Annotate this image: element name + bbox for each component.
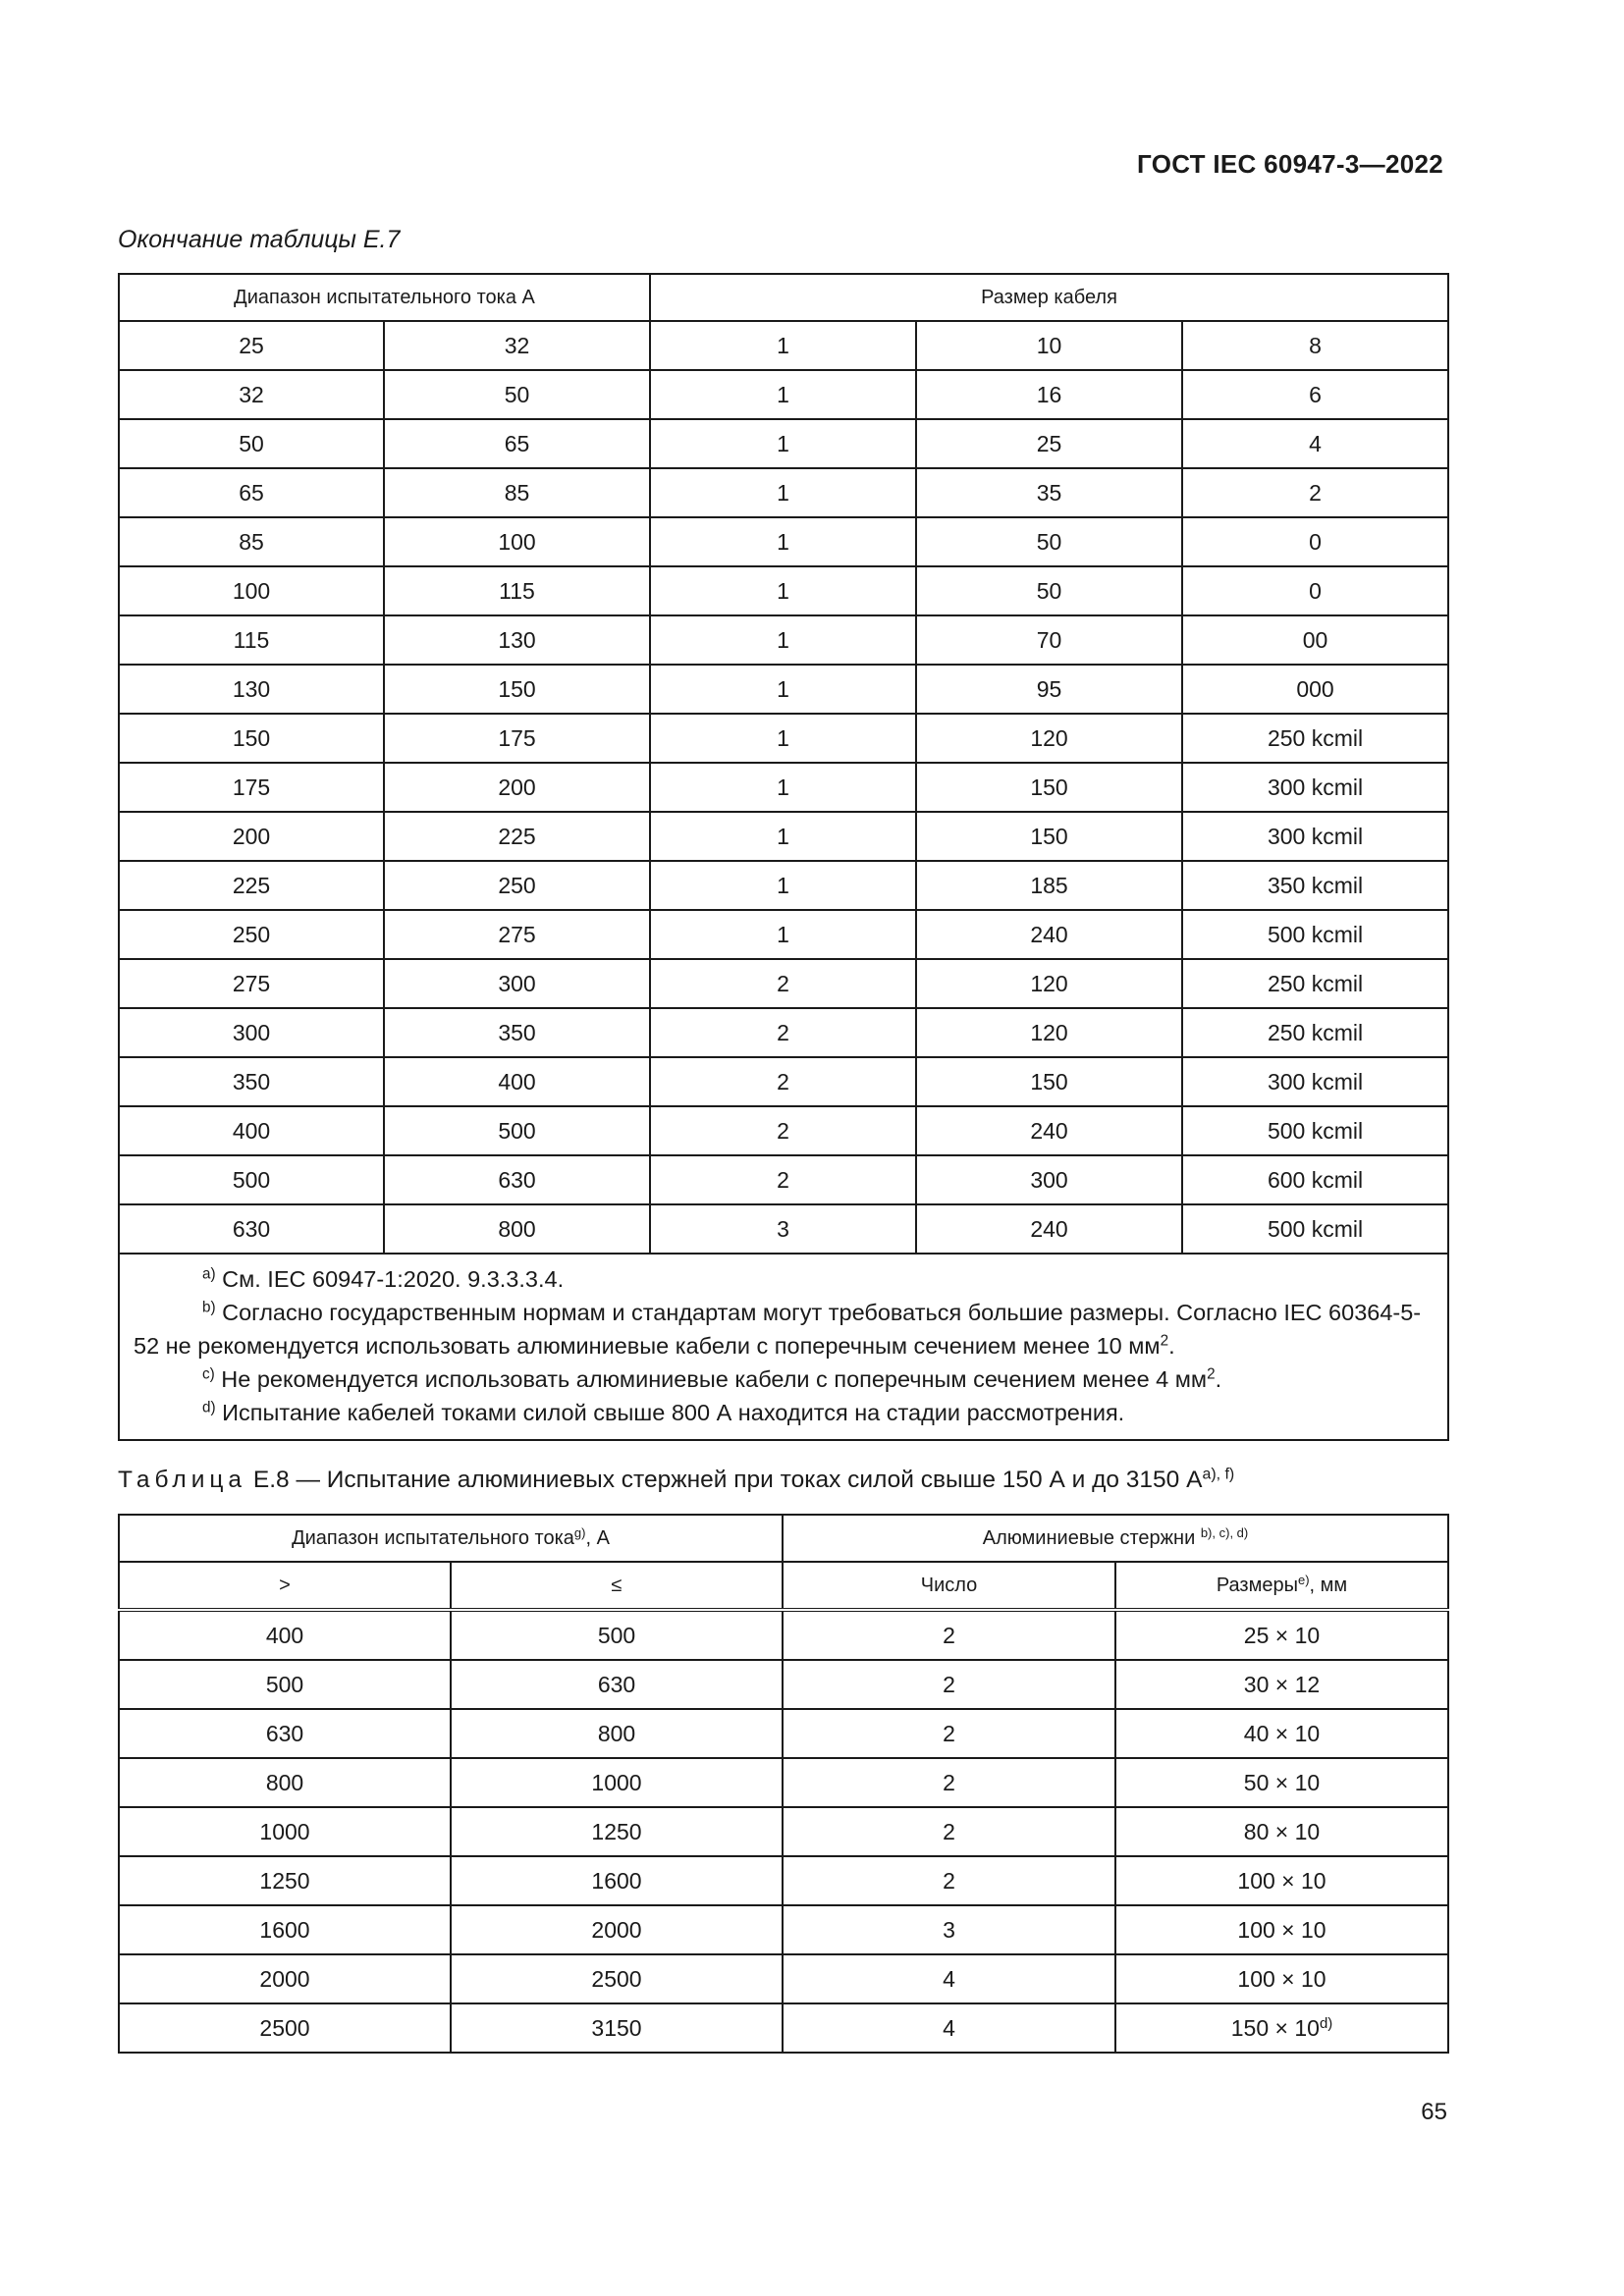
table-cell: 1 xyxy=(650,419,916,468)
table-cell: 50 xyxy=(916,566,1182,615)
footnote xyxy=(134,1362,1434,1396)
table-cell xyxy=(451,1660,783,1709)
cell-value: 25 × 10 xyxy=(1243,1622,1321,1648)
cell-superscript: d) xyxy=(1319,2014,1333,2032)
table-cell: 275 xyxy=(384,910,650,959)
table-cell: 1 xyxy=(650,370,916,419)
cell-value: 100 × 10 xyxy=(1237,1867,1326,1894)
table-cell: 300 kcmil xyxy=(1182,763,1448,812)
table-cell: 630 xyxy=(384,1155,650,1204)
table-cell: 4 xyxy=(1182,419,1448,468)
table-cell: 175 xyxy=(119,763,384,812)
table-cell: 500 kcmil xyxy=(1182,910,1448,959)
table-e8-header-range-tail: , А xyxy=(585,1526,610,1549)
footnote-tail: . xyxy=(1215,1366,1222,1392)
cell-value: 1000 xyxy=(591,1769,642,1795)
table-e8-header-range-sup: g) xyxy=(573,1524,586,1540)
table-cell xyxy=(1115,1758,1448,1807)
table-cell xyxy=(451,1807,783,1856)
table-row xyxy=(119,1008,1448,1057)
cell-value: 2 xyxy=(943,1769,955,1795)
cell-value: 1600 xyxy=(591,1867,642,1894)
table-cell: 1 xyxy=(650,468,916,517)
cell-value: 630 xyxy=(265,1720,304,1746)
table-cell: 600 kcmil xyxy=(1182,1155,1448,1204)
table-cell: 3 xyxy=(650,1204,916,1254)
table-cell: 95 xyxy=(916,665,1182,714)
table-cell xyxy=(1115,1610,1448,1660)
table-cell: 350 xyxy=(384,1008,650,1057)
footnote-superscript: 2 xyxy=(1207,1365,1216,1383)
table-cell: 50 xyxy=(916,517,1182,566)
cell-value: 80 × 10 xyxy=(1243,1818,1321,1844)
table-cell: 275 xyxy=(119,959,384,1008)
table-cell xyxy=(783,1954,1115,2003)
table-row xyxy=(119,615,1448,665)
table-cell: 175 xyxy=(384,714,650,763)
cell-value: 2000 xyxy=(259,1965,310,1992)
cell-value: 400 xyxy=(265,1622,304,1648)
table-e8-header-row xyxy=(119,1515,1448,1562)
table-e8-caption xyxy=(118,1467,1234,1494)
table-row xyxy=(119,2003,1448,2053)
cell-value: 630 xyxy=(597,1671,636,1697)
table-cell: 130 xyxy=(384,615,650,665)
footnote-mark: c) xyxy=(202,1365,215,1383)
table-cell: 2 xyxy=(1182,468,1448,517)
table-cell xyxy=(119,1856,451,1905)
table-cell: 000 xyxy=(1182,665,1448,714)
table-cell xyxy=(119,1660,451,1709)
table-cell xyxy=(451,1610,783,1660)
table-cell xyxy=(783,1660,1115,1709)
table-e7-header-cable-size: Размер кабеля xyxy=(650,274,1448,321)
cell-value: 2 xyxy=(943,1867,955,1894)
table-row xyxy=(119,419,1448,468)
table-cell: 185 xyxy=(916,861,1182,910)
table-row xyxy=(119,665,1448,714)
table-cell xyxy=(119,1954,451,2003)
cell-value: 3150 xyxy=(591,2014,642,2041)
table-row xyxy=(119,1057,1448,1106)
table-e7 xyxy=(118,273,1449,1441)
table-e8-subheader-le: ≤ xyxy=(451,1562,783,1610)
table-cell xyxy=(783,1610,1115,1660)
cell-value: 2500 xyxy=(259,2014,310,2041)
table-e8-caption-sup: a), f) xyxy=(1202,1466,1235,1483)
table-cell xyxy=(1115,1856,1448,1905)
table-cell: 1 xyxy=(650,910,916,959)
table-cell: 250 xyxy=(384,861,650,910)
table-cell: 0 xyxy=(1182,517,1448,566)
table-e8-header-bars xyxy=(783,1515,1448,1562)
table-e8-subheader-size-sup: e) xyxy=(1297,1572,1310,1587)
table-row xyxy=(119,321,1448,370)
table-cell: 200 xyxy=(119,812,384,861)
cell-value: 1600 xyxy=(259,1916,310,1943)
table-cell: 300 xyxy=(119,1008,384,1057)
table-cell: 240 xyxy=(916,1106,1182,1155)
table-e7-notes-row xyxy=(119,1254,1448,1440)
table-row xyxy=(119,1204,1448,1254)
table-cell xyxy=(119,1709,451,1758)
table-e8-header-range xyxy=(119,1515,783,1562)
table-cell: 65 xyxy=(384,419,650,468)
table-cell: 1 xyxy=(650,517,916,566)
table-row xyxy=(119,812,1448,861)
cell-value: 2500 xyxy=(591,1965,642,1992)
cell-value: 2 xyxy=(943,1622,955,1648)
table-cell xyxy=(451,1905,783,1954)
table-cell: 1 xyxy=(650,861,916,910)
table-cell: 120 xyxy=(916,714,1182,763)
table-cell: 120 xyxy=(916,1008,1182,1057)
table-cell: 115 xyxy=(119,615,384,665)
table-cell: 115 xyxy=(384,566,650,615)
table-cell: 500 xyxy=(119,1155,384,1204)
table-cell: 50 xyxy=(384,370,650,419)
footnote xyxy=(134,1262,1434,1296)
table-cell: 300 kcmil xyxy=(1182,1057,1448,1106)
table-cell: 6 xyxy=(1182,370,1448,419)
table-cell xyxy=(1115,1660,1448,1709)
table-cell: 250 kcmil xyxy=(1182,1008,1448,1057)
footnote-mark: a) xyxy=(202,1265,216,1283)
cell-value: 800 xyxy=(597,1720,636,1746)
table-cell: 2 xyxy=(650,1008,916,1057)
table-cell: 250 xyxy=(119,910,384,959)
table-e8-caption-prefix: Таблица xyxy=(118,1467,247,1493)
cell-value: 2000 xyxy=(591,1916,642,1943)
table-cell: 150 xyxy=(916,812,1182,861)
table-cell: 500 xyxy=(384,1106,650,1155)
table-cell: 1 xyxy=(650,665,916,714)
table-cell: 25 xyxy=(916,419,1182,468)
table-e7-footnotes xyxy=(119,1254,1448,1440)
table-e7-header-range: Диапазон испытательного тока А xyxy=(119,274,650,321)
table-cell: 85 xyxy=(384,468,650,517)
table-cell xyxy=(119,1610,451,1660)
table-cell xyxy=(1115,2003,1448,2053)
table-cell: 500 kcmil xyxy=(1182,1204,1448,1254)
table-row xyxy=(119,1610,1448,1660)
footnote-text: Согласно государственным нормам и стандартам могут требоваться большие размеры. Согласно IEC 60364-5-52 не рекомендуется использовать алюминиевые кабели с поперечным сечением менее 10 мм xyxy=(134,1300,1422,1359)
table-cell: 85 xyxy=(119,517,384,566)
table-cell: 400 xyxy=(119,1106,384,1155)
table-row xyxy=(119,1660,1448,1709)
cell-value: 3 xyxy=(943,1916,955,1943)
table-cell: 300 xyxy=(384,959,650,1008)
table-cell: 300 kcmil xyxy=(1182,812,1448,861)
table-row xyxy=(119,714,1448,763)
table-cell xyxy=(783,1709,1115,1758)
cell-value: 4 xyxy=(943,1965,955,1992)
footnote-tail: . xyxy=(1168,1333,1175,1359)
table-cell: 1 xyxy=(650,566,916,615)
table-cell xyxy=(783,1905,1115,1954)
table-cell: 35 xyxy=(916,468,1182,517)
table-row xyxy=(119,1155,1448,1204)
table-cell: 2 xyxy=(650,1155,916,1204)
cell-value: 500 xyxy=(597,1622,636,1648)
table-e8-subheader-count: Число xyxy=(783,1562,1115,1610)
table-cell: 2 xyxy=(650,959,916,1008)
table-cell xyxy=(451,1856,783,1905)
table-cell: 800 xyxy=(384,1204,650,1254)
table-row xyxy=(119,1856,1448,1905)
table-cell: 70 xyxy=(916,615,1182,665)
table-cell: 1 xyxy=(650,812,916,861)
table-e7-header-row xyxy=(119,274,1448,321)
footnote xyxy=(134,1296,1434,1362)
table-e8-subheader-size xyxy=(1115,1562,1448,1610)
cell-value: 1000 xyxy=(259,1818,310,1844)
table-cell xyxy=(451,1709,783,1758)
footnote-text: См. IEC 60947-1:2020. 9.3.3.3.4. xyxy=(215,1266,565,1292)
table-cell: 1 xyxy=(650,321,916,370)
table-e8 xyxy=(118,1514,1449,2054)
table-cell: 250 kcmil xyxy=(1182,714,1448,763)
footnote-mark: d) xyxy=(202,1399,216,1416)
table-row xyxy=(119,1709,1448,1758)
table-cell xyxy=(1115,1954,1448,2003)
table-cell: 100 xyxy=(384,517,650,566)
table-e7-continuation-label: Окончание таблицы Е.7 xyxy=(118,226,401,253)
table-cell: 500 kcmil xyxy=(1182,1106,1448,1155)
table-cell xyxy=(119,1807,451,1856)
table-cell xyxy=(783,2003,1115,2053)
table-cell: 00 xyxy=(1182,615,1448,665)
cell-value: 100 × 10 xyxy=(1237,1916,1326,1943)
page-number: 65 xyxy=(1421,2099,1447,2125)
table-e8-subheader-size-text: Размеры xyxy=(1216,1574,1298,1596)
table-row xyxy=(119,468,1448,517)
table-cell: 10 xyxy=(916,321,1182,370)
table-cell: 2 xyxy=(650,1057,916,1106)
table-cell xyxy=(451,1954,783,2003)
footnote xyxy=(134,1396,1434,1429)
table-e8-caption-text: Е.8 — Испытание алюминиевых стержней при токах силой свыше 150 А и до 3150 А xyxy=(246,1467,1203,1493)
table-cell: 32 xyxy=(384,321,650,370)
table-cell xyxy=(119,1758,451,1807)
table-row xyxy=(119,566,1448,615)
footnote-mark: b) xyxy=(202,1299,216,1316)
table-cell: 630 xyxy=(119,1204,384,1254)
table-cell: 350 xyxy=(119,1057,384,1106)
cell-value: 2 xyxy=(943,1720,955,1746)
table-e8-header-range-text: Диапазон испытательного тока xyxy=(292,1526,574,1549)
table-row xyxy=(119,1106,1448,1155)
table-cell: 65 xyxy=(119,468,384,517)
table-cell: 240 xyxy=(916,910,1182,959)
table-cell xyxy=(1115,1709,1448,1758)
cell-value: 1250 xyxy=(591,1818,642,1844)
table-row xyxy=(119,517,1448,566)
table-cell xyxy=(451,1758,783,1807)
table-cell: 130 xyxy=(119,665,384,714)
table-cell: 32 xyxy=(119,370,384,419)
table-e8-subheader-row xyxy=(119,1562,1448,1610)
cell-value: 100 × 10 xyxy=(1237,1965,1326,1992)
footnote-text: Не рекомендуется использовать алюминиевые кабели с поперечным сечением менее 4 мм xyxy=(214,1366,1208,1392)
cell-value: 40 × 10 xyxy=(1243,1720,1321,1746)
table-cell xyxy=(1115,1905,1448,1954)
table-row xyxy=(119,1807,1448,1856)
table-cell: 100 xyxy=(119,566,384,615)
table-cell: 1 xyxy=(650,615,916,665)
table-cell: 225 xyxy=(119,861,384,910)
table-cell: 240 xyxy=(916,1204,1182,1254)
table-cell: 150 xyxy=(384,665,650,714)
table-cell xyxy=(1115,1807,1448,1856)
table-cell: 350 kcmil xyxy=(1182,861,1448,910)
table-e8-subheader-size-tail: , мм xyxy=(1309,1574,1348,1596)
table-cell: 150 xyxy=(916,1057,1182,1106)
table-cell: 300 xyxy=(916,1155,1182,1204)
table-row xyxy=(119,370,1448,419)
table-row xyxy=(119,861,1448,910)
table-cell: 250 kcmil xyxy=(1182,959,1448,1008)
table-cell xyxy=(783,1807,1115,1856)
table-cell: 400 xyxy=(384,1057,650,1106)
table-cell: 200 xyxy=(384,763,650,812)
table-cell: 25 xyxy=(119,321,384,370)
cell-value: 50 × 10 xyxy=(1243,1769,1321,1795)
table-cell: 2 xyxy=(650,1106,916,1155)
table-cell: 16 xyxy=(916,370,1182,419)
table-cell xyxy=(451,2003,783,2053)
table-row xyxy=(119,1758,1448,1807)
table-e8-header-bars-text: Алюминиевые стержни xyxy=(982,1526,1201,1549)
cell-value: 2 xyxy=(943,1671,955,1697)
cell-value: 2 xyxy=(943,1818,955,1844)
table-cell: 50 xyxy=(119,419,384,468)
table-cell xyxy=(119,1905,451,1954)
cell-value: 150 × 10 xyxy=(1230,2014,1320,2041)
table-e8-subheader-gt: > xyxy=(119,1562,451,1610)
table-cell: 1 xyxy=(650,763,916,812)
table-row xyxy=(119,1905,1448,1954)
table-cell: 1 xyxy=(650,714,916,763)
cell-value: 1250 xyxy=(259,1867,310,1894)
table-row xyxy=(119,1954,1448,2003)
table-row xyxy=(119,763,1448,812)
table-cell: 150 xyxy=(916,763,1182,812)
table-cell: 225 xyxy=(384,812,650,861)
table-e8-header-bars-sup: b), c), d) xyxy=(1200,1524,1249,1540)
footnote-text: Испытание кабелей токами силой свыше 800 А находится на стадии рассмотрения. xyxy=(215,1400,1125,1425)
cell-value: 800 xyxy=(265,1769,304,1795)
footnote-superscript: 2 xyxy=(1160,1332,1169,1350)
cell-value: 30 × 12 xyxy=(1243,1671,1321,1697)
table-cell: 8 xyxy=(1182,321,1448,370)
table-cell xyxy=(783,1856,1115,1905)
cell-value: 4 xyxy=(943,2014,955,2041)
table-cell: 0 xyxy=(1182,566,1448,615)
table-cell: 120 xyxy=(916,959,1182,1008)
cell-value: 500 xyxy=(265,1671,304,1697)
table-cell xyxy=(119,2003,451,2053)
table-row xyxy=(119,959,1448,1008)
table-cell: 150 xyxy=(119,714,384,763)
table-row xyxy=(119,910,1448,959)
document-title: ГОСТ IEC 60947-3—2022 xyxy=(1137,149,1443,179)
table-cell xyxy=(783,1758,1115,1807)
